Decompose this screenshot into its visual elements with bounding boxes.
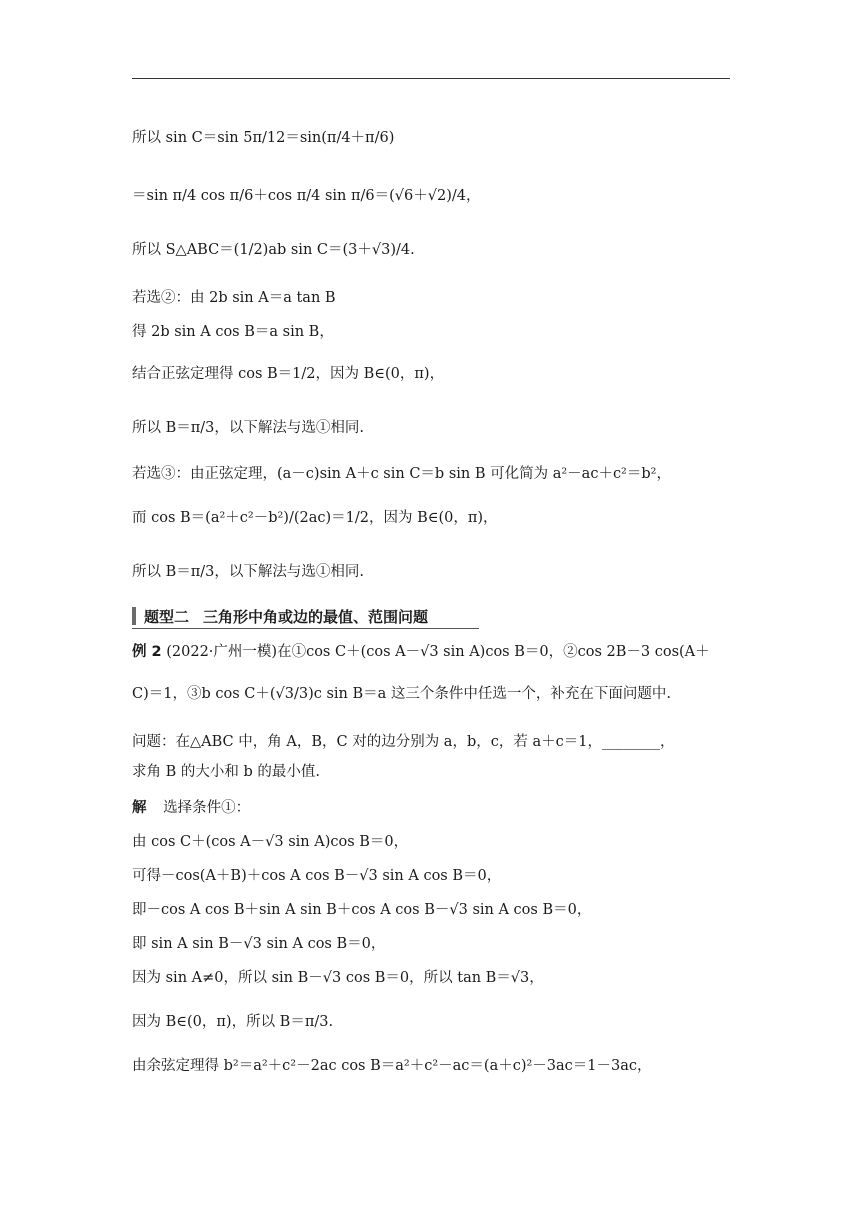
text-line-8: 若选③：由正弦定理，(a－c)sin A＋c sin C＝b sin B 可化简为 a²－ac＋c²＝b²， xyxy=(132,466,671,482)
text-line-9: 而 cos B＝(a²＋c²－b²)/(2ac)＝1/2，因为 B∈(0，π)， xyxy=(132,510,498,526)
example-line-3: 问题：在△ABC 中，角 A，B，C 对的边分别为 a，b，c，若 a＋c＝1，________， xyxy=(132,734,675,750)
solution-line-4: 即－cos A cos B＋sin A sin B＋cos A cos B－√3 sin A cos B＝0， xyxy=(132,902,592,918)
text-line-3: 所以 S△ABC＝(1/2)ab sin C＝(3＋√3)/4. xyxy=(132,242,415,258)
solution-line-7: 因为 B∈(0，π)，所以 B＝π/3. xyxy=(132,1014,334,1030)
text-line-4: 若选②：由 2b sin A＝a tan B xyxy=(132,290,336,306)
solution-line-6: 因为 sin A≠0，所以 sin B－√3 cos B＝0，所以 tan B＝√3， xyxy=(132,970,544,986)
text-line-1: 所以 sin C＝sin 5π/12＝sin(π/4＋π/6) xyxy=(132,130,395,146)
section-heading xyxy=(132,604,479,629)
header-rule xyxy=(132,78,730,79)
example-line-2: C)＝1，③b cos C＋(√3/3)c sin B＝a 这三个条件中任选一个，补充在下面问题中. xyxy=(132,686,672,702)
heading-bar xyxy=(132,607,136,625)
solution-line-3: 可得－cos(A＋B)＋cos A cos B－√3 sin A cos B＝0， xyxy=(132,868,502,884)
text-line-7: 所以 B＝π/3，以下解法与选①相同. xyxy=(132,420,365,436)
section-title: 三角形中角或边的最值、范围问题 xyxy=(203,607,429,626)
solution-line-2: 由 cos C＋(cos A－√3 sin A)cos B＝0， xyxy=(132,834,409,850)
solution-label: 解 xyxy=(132,800,147,816)
solution-text-1: 选择条件①： xyxy=(163,800,251,816)
example-line-4: 求角 B 的大小和 b 的最小值. xyxy=(132,764,320,780)
text-line-6: 结合正弦定理得 cos B＝1/2，因为 B∈(0，π)， xyxy=(132,366,445,382)
solution-line-5: 即 sin A sin B－√3 sin A cos B＝0， xyxy=(132,936,386,952)
text-line-2: ＝sin π/4 cos π/6＋cos π/4 sin π/6＝(√6＋√2)/4， xyxy=(132,188,481,204)
text-line-5: 得 2b sin A cos B＝a sin B， xyxy=(132,324,334,340)
example-text-1: (2022·广州一模)在①cos C＋(cos A－√3 sin A)cos B＝0，②cos 2B－3 cos(A＋ xyxy=(166,644,710,660)
section-tag: 题型二 xyxy=(144,607,190,626)
solution-line-1 xyxy=(132,798,250,818)
example-label: 例 2 xyxy=(132,644,162,660)
example-line-1 xyxy=(132,642,710,662)
solution-line-8: 由余弦定理得 b²＝a²＋c²－2ac cos B＝a²＋c²－ac＝(a＋c)²－3ac＝1－3ac， xyxy=(132,1058,652,1074)
text-line-10: 所以 B＝π/3，以下解法与选①相同. xyxy=(132,564,365,580)
